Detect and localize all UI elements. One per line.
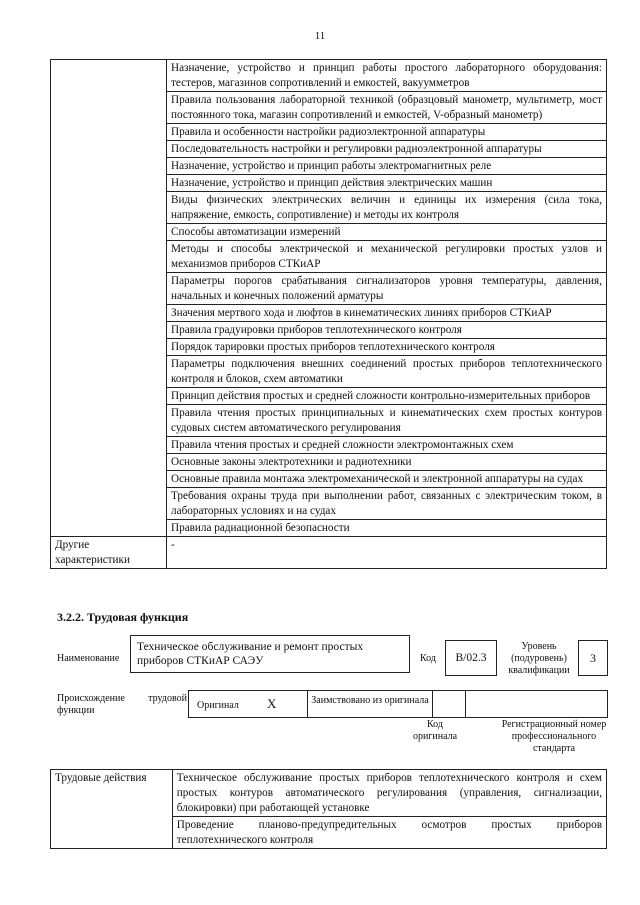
knowledge-item: Значения мертвого хода и люфтов в кинематических линиях приборов СТКиАР [167, 305, 607, 322]
function-code: B/02.3 [455, 652, 487, 664]
knowledge-item: Требования охраны труда при выполнении работ, связанных с электрическим током, в лабораторных условиях и на судах [167, 488, 607, 520]
knowledge-item: Порядок тарировки простых приборов теплотехнического контроля [167, 339, 607, 356]
knowledge-item: Способы автоматизации измерений [167, 224, 607, 241]
knowledge-row [51, 60, 607, 92]
knowledge-item: Правила чтения простых принципиальных и кинематических схем простых контуров судовых систем автоматического регулирования [167, 405, 607, 437]
knowledge-item: Основные правила монтажа электромеханической и электронной аппаратуры на судах [167, 471, 607, 488]
original-cell [188, 690, 308, 718]
page-number: 11 [314, 30, 326, 42]
registration-label: Регистрационный номер профессионального стандарта [501, 719, 607, 754]
other-characteristics-row [51, 537, 607, 569]
other-characteristics-value: - [167, 537, 607, 569]
name-label: Наименование [57, 653, 120, 664]
labor-action-item: Проведение планово-предупредительных осмотров простых приборов теплотехнического контроля [172, 817, 606, 849]
knowledge-left-cell [51, 60, 167, 537]
knowledge-item: Правила чтения простых и средней сложности электромонтажных схем [167, 437, 607, 454]
origin-code-label: Код оригинала [412, 719, 458, 742]
knowledge-item: Назначение, устройство и принцип действия электрических машин [167, 175, 607, 192]
knowledge-item: Правила пользования лабораторной техникой (образцовый манометр, мультиметр, мост постоянного тока, магазин сопротивлений и емкостей, V-образный манометр) [167, 92, 607, 124]
knowledge-item: Правила радиационной безопасности [167, 520, 607, 537]
knowledge-item: Правила градуировки приборов теплотехнического контроля [167, 322, 607, 339]
knowledge-item: Параметры подключения внешних соединений простых приборов теплотехнического контроля и блоков, схем автоматики [167, 356, 607, 388]
registration-cell [465, 690, 608, 718]
origin-label: Происхождение трудовой функции [57, 693, 187, 716]
code-label: Код [420, 653, 436, 664]
knowledge-item: Методы и способы электрической и механической регулировки простых узлов и механизмов приборов СТКиАР [167, 241, 607, 273]
level-label: Уровень (подуровень) квалификации [508, 641, 570, 676]
knowledge-item: Последовательность настройки и регулировки радиоэлектронной аппаратуры [167, 141, 607, 158]
labor-actions-label: Трудовые действия [51, 770, 173, 849]
knowledge-table [50, 59, 607, 569]
labor-action-item: Техническое обслуживание простых приборов теплотехнического контроля и схем простых контуров автоматического регулирования (управления, сигнализации, блокировки) при работающей установке [172, 770, 606, 817]
knowledge-item: Назначение, устройство и принцип работы электромагнитных реле [167, 158, 607, 175]
section-title: 3.2.2. Трудовая функция [57, 610, 189, 624]
function-code-box [445, 640, 497, 676]
function-name: Техническое обслуживание и ремонт простых приборов СТКиАР САЭУ [137, 641, 364, 667]
level-box [578, 640, 608, 676]
other-characteristics-label: Другие характеристики [51, 537, 167, 569]
knowledge-item: Параметры порогов срабатывания сигнализаторов уровня температуры, давления, начальных и конечных положений арматуры [167, 273, 607, 305]
labor-actions-table [50, 769, 607, 849]
knowledge-item: Виды физических электрических величин и единицы их измерения (сила тока, напряжение, емкость, сопротивление) и методы их контроля [167, 192, 607, 224]
labor-action-row [51, 770, 607, 817]
original-mark: X [267, 696, 277, 711]
knowledge-item: Принцип действия простых и средней сложности контрольно-измерительных приборов [167, 388, 607, 405]
function-name-box [130, 635, 410, 673]
knowledge-item: Назначение, устройство и принцип работы простого лабораторного оборудования: тестеров, магазинов сопротивлений и емкостей, вакуумметров [167, 60, 607, 92]
borrowed-label: Заимствовано из оригинала [311, 695, 429, 706]
knowledge-item: Основные законы электротехники и радиотехники [167, 454, 607, 471]
knowledge-item: Правила и особенности настройки радиоэлектронной аппаратуры [167, 124, 607, 141]
borrowed-cell [307, 690, 433, 718]
original-label: Оригинал [197, 700, 239, 711]
origin-code-cell [432, 690, 466, 718]
level-value: 3 [590, 651, 596, 665]
